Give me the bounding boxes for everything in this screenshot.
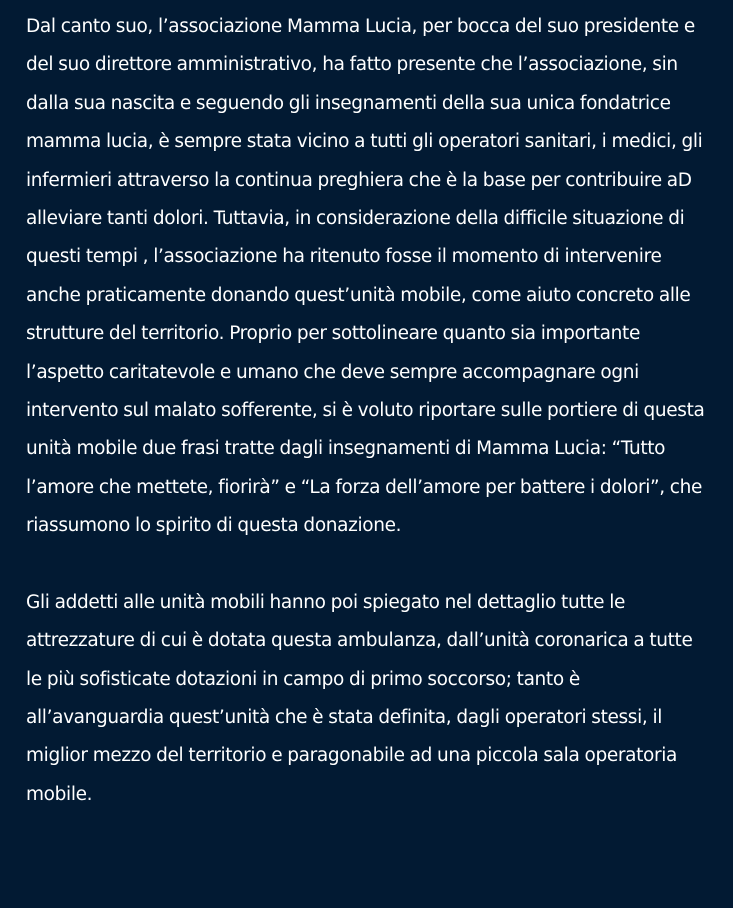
article-paragraph-1: Dal canto suo, l’associazione Mamma Lucia, per bocca del suo presidente e del suo direttore amministrativo, ha fatto presente che l’associazione, sin dalla sua nascita e seguendo gli insegnamenti della sua unica fondatrice mamma lucia, è sempre stata vicino a tutti gli operatori sanitari, i medici, gli infermieri attraverso la continua preghiera che è la base per contribuire aD alleviare tanti dolori. Tuttavia, in considerazione della difficile situazione di questi tempi , l’associazione ha ritenuto fosse il momento di intervenire anche praticamente donando quest’unità mobile, come aiuto concreto alle strutture del territorio. Proprio per sottolineare quanto sia importante l’aspetto caritatevole e umano che deve sempre accompagnare ogni intervento sul malato sofferente, si è voluto riportare sulle portiere di questa unità mobile due frasi tratte dagli insegnamenti di Mamma Lucia: “Tutto l’amore che mettete, fiorirà” e “La forza dell’amore per battere i dolori”, che riassumono lo spirito di questa donazione. [26, 16, 705, 537]
article-paragraph-2: Gli addetti alle unità mobili hanno poi spiegato nel dettaglio tutte le attrezzature di cui è dotata questa ambulanza, dall’unità coronarica a tutte le più sofisticate dotazioni in campo di primo soccorso; tanto è all’avanguardia quest’unità che è stata definita, dagli operatori stessi, il miglior mezzo del territorio e paragonabile ad una piccola sala operatoria mobile. [26, 591, 693, 805]
article-body [26, 8, 713, 814]
